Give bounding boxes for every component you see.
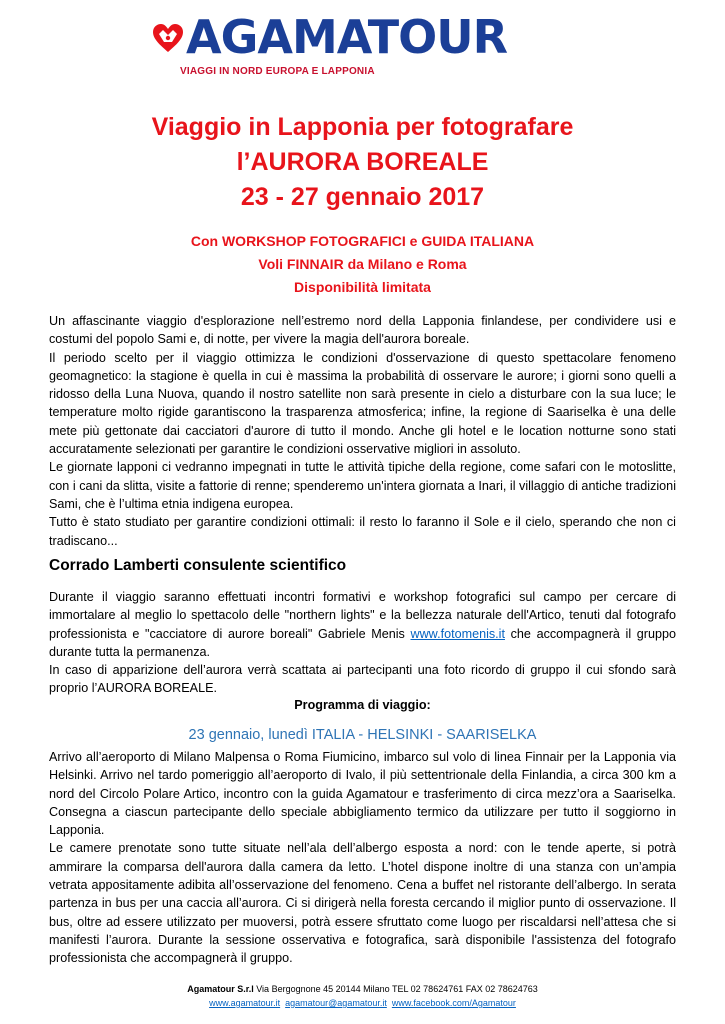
consultant-text-end: che accompagnerà il gruppo durante tutta la permanenza. — [49, 626, 677, 659]
subtitle-line-3: Disponibilità limitata — [294, 279, 431, 295]
day1-paragraph-1: Arrivo all’aeroporto di Milano Malpensa o Roma Fiumicino, imbarco sul volo di linea Finnair per la Lapponia via Helsinki. Arrivo nel tardo pomeriggio all’aeroporto di Ivalo, il più settentrionale della Finlandia, a circa 300 km a nord del Circolo Polare Artico, incontro con la guida Agamatour e trasferimento di circa mezz’ora a Saariselka. Consegna a ciascun partecipante dello speciale abbigliamento termico da utilizzare per tutto il soggiorno in Lapponia. — [49, 750, 676, 838]
subtitle-line-2: Voli FINNAIR da Milano e Roma — [258, 256, 467, 272]
intro-paragraph-2: Il periodo scelto per il viaggio ottimizza le condizioni d'osservazione di questo spettacolare fenomeno geomagnetico: la stagione è quella in cui è massima la probabilità di osservare le aurore; i giorni sono quelli a ridosso della Luna Nuova, quando il nostro satellite non sarà presente in cielo a disturbare con la sua luce; le temperature molto rigide garantiscono la trasparenza atmosferica; infine, la regione di Saariselka è una delle mete più gettonate dai cacciatori d'aurore di tutto il mondo. Anche gli hotel e le location notturne sono stati accuratamente selezionati per garantire le condizioni osservative migliori in assoluto. — [49, 350, 676, 457]
day1-section — [49, 748, 676, 968]
title-line-1: Viaggio in Lapponia per fotografare — [151, 113, 574, 141]
consultant-section — [49, 588, 676, 698]
day1-heading: 23 gennaio, lunedì ITALIA - HELSINKI - SAARISELKA — [188, 727, 537, 743]
fotomenis-link[interactable]: www.fotomenis.it — [410, 626, 505, 641]
footer-website-link[interactable]: www.agamatour.it — [209, 998, 281, 1008]
footer-links — [0, 997, 725, 1010]
footer-address-text: Via Bergognone 45 20144 Milano TEL 02 78624761 FAX 02 78624763 — [253, 984, 538, 994]
intro-paragraph-3: Le giornate lapponi ci vedranno impegnati in tutte le attività tipiche della regione, come safari con le motoslitte, con i cani da slitta, visite a fattorie di renne; spenderemo un'intera giornata a Inari, il villaggio di antiche tradizioni Sami, che è l’ultima etnia indigena europea. — [49, 460, 676, 511]
intro-paragraph-1: Un affascinante viaggio d'esplorazione nell’estremo nord della Lapponia finlandese, per condividere usi e costumi del popolo Sami e, di notte, per vivere la magia dell'aurora boreale. — [49, 314, 676, 347]
agamatour-logo — [150, 10, 540, 80]
footer-email-link[interactable]: agamatour@agamatour.it — [285, 998, 387, 1008]
consultant-text-start: Durante il viaggio saranno effettuati incontri formativi e workshop fotografici sul campo per cercare di immortalare al meglio lo spettacolo delle "northern lights" e la bellezza naturale dell'Artico, tenuti dal fotografo professionista e "cacciatore di aurore boreali" Gabriele Menis — [49, 590, 676, 641]
footer-address — [0, 983, 725, 996]
footer-facebook-link[interactable]: www.facebook.com/Agamatour — [391, 998, 516, 1008]
brand-name: AGAMATOUR — [186, 10, 508, 64]
heart-crown-logo-icon — [150, 20, 186, 56]
footer-company: Agamatour S.r.l — [187, 984, 254, 994]
consultant-paragraph-2: In caso di apparizione dell’aurora verrà scattata ai partecipanti una foto ricordo di gruppo il cui sfondo sarà proprio l’AURORA BOREALE. — [49, 663, 676, 696]
title-line-2: l’AURORA BOREALE — [236, 148, 489, 176]
consultant-heading: Corrado Lamberti consulente scientifico — [49, 557, 347, 574]
intro-paragraph-4: Tutto è stato studiato per garantire condizioni ottimali: il resto lo faranno il Sole e il cielo, sperando che non ci tradiscano... — [49, 515, 676, 548]
brand-tagline: VIAGGI IN NORD EUROPA E LAPPONIA — [180, 66, 375, 77]
intro-section — [49, 312, 676, 550]
title-line-3: 23 - 27 gennaio 2017 — [240, 183, 485, 211]
subtitle-line-1: Con WORKSHOP FOTOGRAFICI e GUIDA ITALIANA — [190, 233, 535, 249]
consultant-paragraph-1 — [49, 588, 676, 661]
program-heading: Programma di viaggio: — [294, 698, 431, 712]
day1-paragraph-2: Le camere prenotate sono tutte situate nell’ala dell’albergo esposta a nord: con le tende aperte, si potrà ammirare la comparsa dell'aurora dalla camera da letto. L’hotel dispone inoltre di una stanza con un’ampia vetrata appositamente adibita all’osservazione del fenomeno. Cena a buffet nel ristorante dell’albergo. In serata partenza in bus per una caccia all’aurora. Ci si dirigerà nella foresta cercando il miglior punto di osservazione. Il bus, oltre ad essere utilizzato per muoversi, potrà essere sfruttato come luogo per riscaldarsi nell’attesa che si manifesti l’aurora. Durante la sessione osservativa e fotografica, sarà disponibile l'assistenza del fotografo professionista che accompagnerà il gruppo. — [49, 841, 676, 966]
